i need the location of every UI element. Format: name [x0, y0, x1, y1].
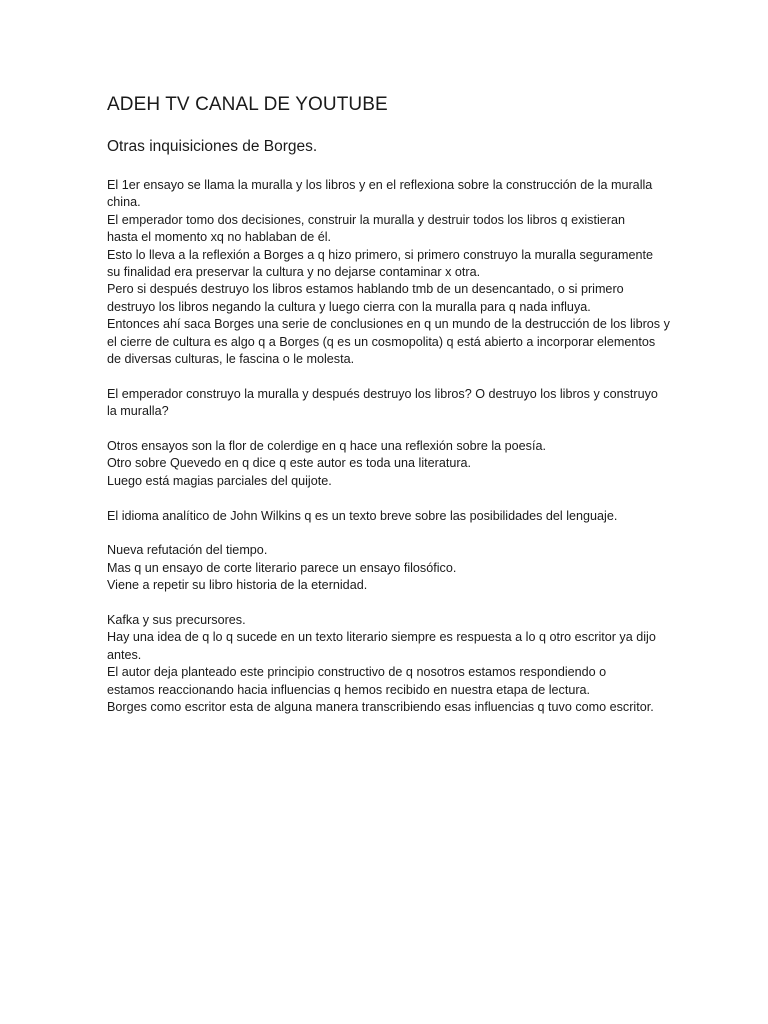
text-line: El autor deja planteado este principio constructivo de q nosotros estamos respondiendo o: [107, 665, 607, 680]
text-line: Kafka y sus precursores.: [107, 613, 246, 628]
paragraph-spacer: [107, 595, 667, 612]
text-line: Otros ensayos son la flor de colerdige en q hace una reflexión sobre la poesía.: [107, 439, 546, 454]
text-line: El emperador construyo la muralla y después destruyo los libros? O destruyo los libros y construyo: [107, 386, 658, 401]
document-body: [107, 177, 670, 717]
document-content: [107, 92, 670, 717]
text-line: destruyo los libros negando la cultura y luego cierra con la muralla para q nada influya.: [107, 299, 591, 314]
paragraph: [107, 177, 670, 368]
paragraph: [107, 386, 667, 421]
paragraph: [107, 542, 667, 594]
text-line: Hay una idea de q lo q sucede en un texto literario siempre es respuesta a lo q otro escritor ya dijo: [107, 630, 656, 645]
text-line: la muralla?: [107, 404, 169, 419]
text-line: el cierre de cultura es algo q a Borges (q es un cosmopolita) q está abierto a incorporar elementos: [107, 334, 656, 349]
paragraph-spacer: [107, 368, 667, 385]
text-line: china.: [107, 195, 141, 210]
text-line: El idioma analítico de John Wilkins q es un texto breve sobre las posibilidades del lenguaje.: [107, 508, 618, 523]
text-line: antes.: [107, 647, 142, 662]
text-line: Borges como escritor esta de alguna manera transcribiendo esas influencias q tuvo como escritor.: [107, 700, 654, 715]
text-line: Esto lo lleva a la reflexión a Borges a q hizo primero, si primero construyo la muralla seguramente: [107, 247, 653, 262]
text-line: estamos reaccionando hacia influencias q hemos recibido en nuestra etapa de lectura.: [107, 682, 591, 697]
document-subtitle: Otras inquisiciones de Borges.: [107, 138, 318, 155]
paragraph: [107, 508, 667, 525]
text-line: Mas q un ensayo de corte literario parece un ensayo filosófico.: [107, 560, 457, 575]
text-line: Pero si después destruyo los libros estamos hablando tmb de un desencantado, o si primero: [107, 282, 624, 297]
text-line: de diversas culturas, le fascina o le molesta.: [107, 352, 355, 367]
text-line: hasta el momento xq no hablaban de él.: [107, 230, 332, 245]
text-line: Viene a repetir su libro historia de la eternidad.: [107, 578, 368, 593]
paragraph: [107, 438, 667, 490]
text-line: El 1er ensayo se llama la muralla y los libros y en el reflexiona sobre la construcción de la muralla: [107, 178, 653, 192]
paragraph-spacer: [107, 490, 667, 507]
text-line: Entonces ahí saca Borges una serie de conclusiones en q un mundo de la destrucción de los libros y: [107, 317, 670, 332]
paragraph: [107, 612, 667, 716]
text-line: Otro sobre Quevedo en q dice q este autor es toda una literatura.: [107, 456, 472, 471]
document-title: ADEH TV CANAL DE YOUTUBE: [107, 94, 388, 115]
text-line: su finalidad era preservar la cultura y no dejarse contaminar x otra.: [107, 265, 481, 280]
paragraph-spacer: [107, 421, 667, 438]
text-line: Nueva refutación del tiempo.: [107, 543, 268, 558]
paragraph-spacer: [107, 525, 667, 542]
text-line: Luego está magias parciales del quijote.: [107, 473, 332, 488]
text-line: El emperador tomo dos decisiones, construir la muralla y destruir todos los libros q existieran: [107, 212, 625, 227]
